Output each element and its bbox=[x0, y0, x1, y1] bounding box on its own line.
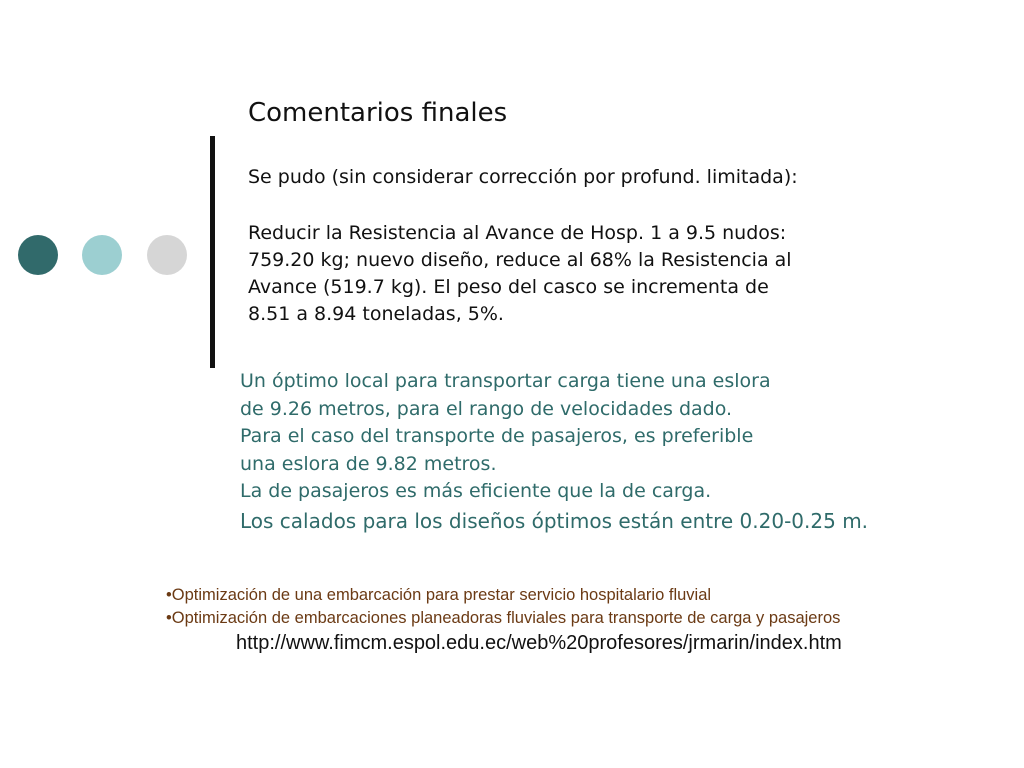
decorative-dot-light bbox=[82, 235, 122, 275]
body-text bbox=[248, 220, 792, 328]
reference-item: •Optimización de una embarcación para prestar servicio hospitalario fluvial bbox=[166, 586, 712, 604]
conclusion-line: Un óptimo local para transportar carga tiene una eslora bbox=[240, 370, 771, 392]
body-line: Avance (519.7 kg). El peso del casco se incrementa de bbox=[248, 276, 769, 298]
slide-title: Comentarios finales bbox=[248, 98, 508, 128]
references-list bbox=[166, 584, 840, 630]
conclusion-line: La de pasajeros es más eficiente que la de carga. bbox=[240, 480, 712, 502]
conclusion-line: Para el caso del transporte de pasajeros, es preferible bbox=[240, 425, 754, 447]
decorative-dot-gray bbox=[147, 235, 187, 275]
body-line: 8.51 a 8.94 toneladas, 5%. bbox=[248, 303, 504, 325]
reference-url-link[interactable]: http://www.fimcm.espol.edu.ec/web%20profesores/jrmarin/index.htm bbox=[236, 632, 842, 654]
conclusions-text bbox=[240, 368, 868, 535]
body-line: 759.20 kg; nuevo diseño, reduce al 68% la Resistencia al bbox=[248, 249, 792, 271]
body-line: Reducir la Resistencia al Avance de Hosp. 1 a 9.5 nudos: bbox=[248, 222, 787, 244]
conclusion-line: Los calados para los diseños óptimos están entre 0.20-0.25 m. bbox=[240, 508, 869, 533]
vertical-divider bbox=[210, 136, 215, 368]
intro-text: Se pudo (sin considerar corrección por profund. limitada): bbox=[248, 166, 798, 188]
decorative-dot-dark bbox=[18, 235, 58, 275]
conclusion-line: una eslora de 9.82 metros. bbox=[240, 452, 497, 475]
conclusion-line: de 9.26 metros, para el rango de velocidades dado. bbox=[240, 397, 733, 420]
reference-item: •Optimización de embarcaciones planeadoras fluviales para transporte de carga y pasajeros bbox=[166, 609, 841, 627]
